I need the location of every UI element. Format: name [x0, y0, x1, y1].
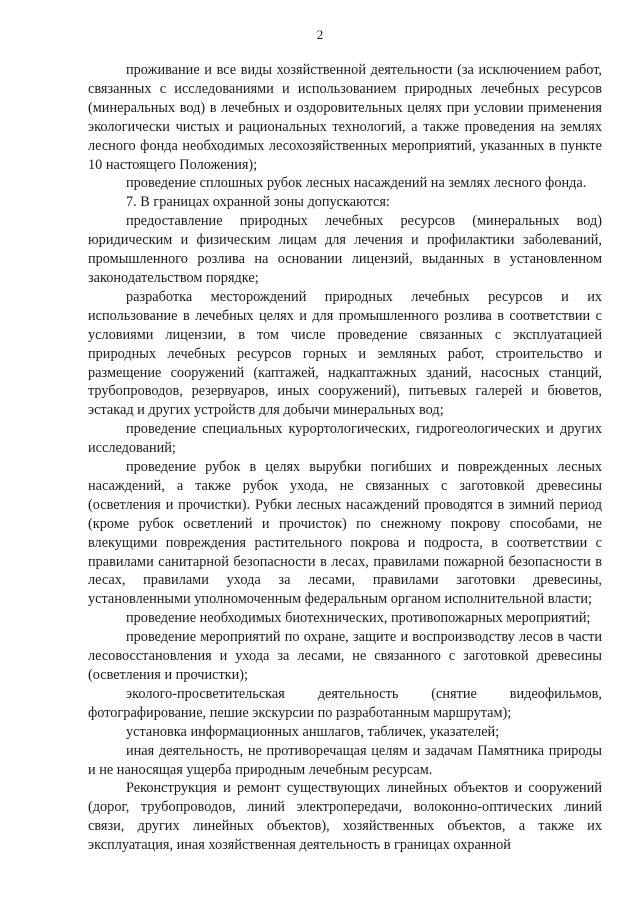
paragraph: проведение рубок в целях вырубки погибших и поврежденных лесных насаждений, а также рубок ухода, не связанных с заготовкой древесины (осветления и прочистки). Рубки лесных насаждений проводятся в зимний период (кроме рубок осветлений и прочисток) по снежному покрову способами, не влекущими повреждения растительного покрова и подроста, в соответствии с правилами санитарной безопасности в лесах, правилами пожарной безопасности в лесах, правилами ухода за лесами, правилами заготовки древесины, установленными уполномоченным федеральным органом исполнительной власти; [88, 459, 602, 608]
paragraph: проведение специальных курортологических, гидрогеологических и других исследований; [88, 421, 602, 457]
page-number: 2 [316, 27, 324, 42]
paragraph: проживание и все виды хозяйственной деятельности (за исключением работ, связанных с исследованиями и использованием природных лечебных ресурсов (минеральных вод) в лечебных и оздоровительных целях при условии применения экологически чистых и рациональных технологий, а также проведения на землях лесного фонда необходимых лесохозяйственных мероприятий, указанных в пункте 10 настоящего Положения); [88, 62, 602, 173]
paragraph: иная деятельность, не противоречащая целям и задачам Памятника природы и не наносящая ущерба природным лечебным ресурсам. [88, 742, 602, 778]
paragraph: проведение мероприятий по охране, защите и воспроизводству лесов в части лесовосстановления и ухода за лесами, не связанного с заготовкой древесины (осветления и прочистки); [88, 629, 602, 683]
paragraph: разработка месторождений природных лечебных ресурсов и их использование в лечебных целях и для промышленного розлива в соответствии с условиями лицензии, в том числе проведение связанных с эксплуатацией природных лечебных ресурсов горных и земляных работ, строительство и размещение сооружений (каптажей, надкаптажных зданий, насосных станций, трубопроводов, резервуаров, иных сооружений), питьевых галерей и бюветов, эстакад и других устройств для добычи минеральных вод; [88, 288, 602, 419]
paragraph: эколого-просветительская деятельность (снятие видеофильмов, фотографирование, пешие экскурсии по разработанным маршрутам); [88, 685, 602, 721]
paragraph: проведение необходимых биотехнических, противопожарных мероприятий; [126, 610, 591, 627]
paragraph: установка информационных аншлагов, табличек, указателей; [126, 723, 500, 740]
paragraph: Реконструкция и ремонт существующих линейных объектов и сооружений (дорог, трубопроводов, линий электропередачи, волоконно-оптических линий связи, других линейных объектов), хозяйственных объектов, а также их эксплуатация, иная хозяйственная деятельность в границах охранной [88, 780, 602, 854]
paragraph: предоставление природных лечебных ресурсов (минеральных вод) юридическим и физическим лицам для лечения и профилактики заболеваний, промышленного розлива на основании лицензий, выданных в установленном законодательством порядке; [88, 213, 602, 286]
section-heading: 7. В границах охранной зоны допускаются: [126, 194, 390, 211]
paragraph: проведение сплошных рубок лесных насаждений на землях лесного фонда. [126, 175, 587, 192]
document-body [88, 61, 602, 855]
